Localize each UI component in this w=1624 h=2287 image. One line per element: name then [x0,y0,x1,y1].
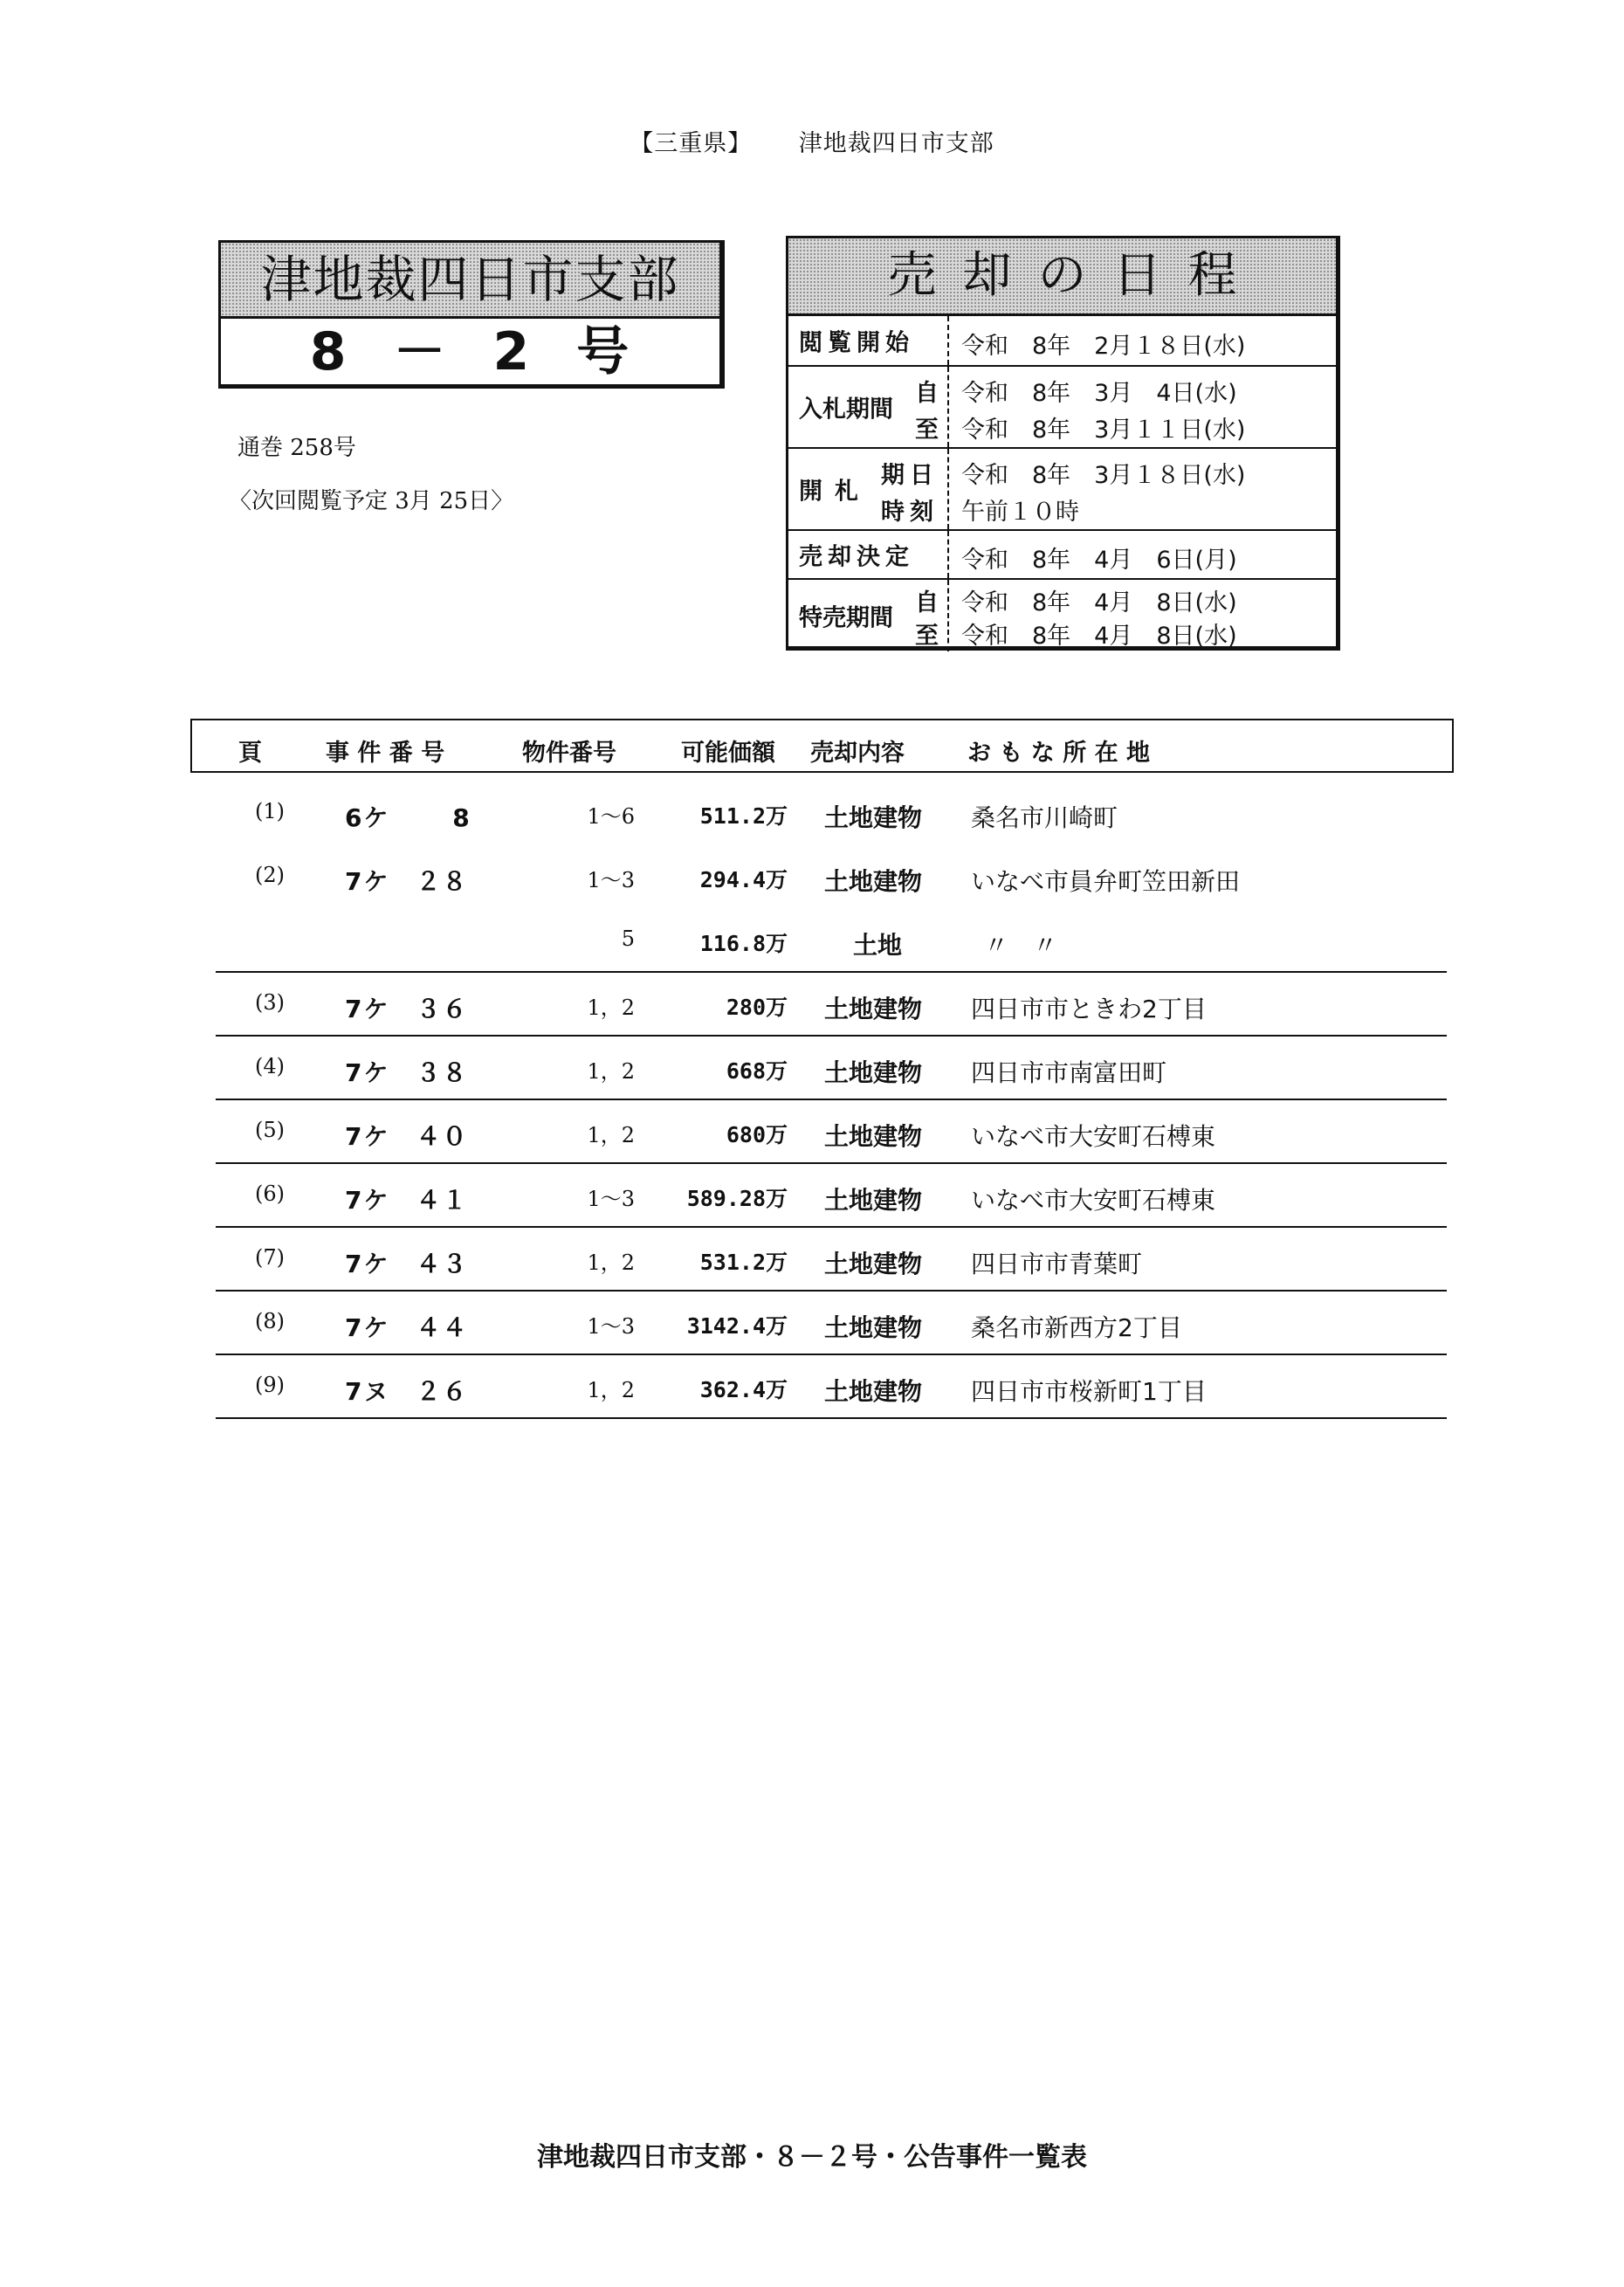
schedule-label: 閲覧開始 [799,329,914,357]
branch-issue-box [218,240,725,389]
page-footer: 津地裁四日市支部・８－２号・公告事件一覧表 [537,2142,1087,2173]
issue-part: 2 [492,321,532,382]
case-row: (3) 7ケ ３６ 1，2 280万 土地建物 四日市市ときわ2丁目 [216,973,1447,1037]
schedule-value: 令和 8年 2月１８日(水) [961,333,1246,360]
header-page: 頁 [238,740,262,767]
case-list-header [190,719,1454,773]
case-row: (9) 7ヌ ２６ 1，2 362.4万 土地建物 四日市市桜新町1丁目 [216,1355,1447,1419]
next-view-note: 〈次回閲覧予定 3月 25日〉 [229,488,514,514]
schedule-value: 令和 8年 3月１８日(水) [961,462,1246,489]
schedule-label: 売却決定 [799,543,914,571]
schedule-row-bid-period [788,367,1336,449]
schedule-row-sale-decision [788,531,1336,580]
case-row: (8) 7ケ ４４ 1〜3 3142.4万 土地建物 桑名市新西方2丁目 [216,1292,1447,1355]
case-row: (7) 7ケ ４３ 1，2 531.2万 土地建物 四日市市青葉町 [216,1228,1447,1292]
schedule-sublabel: 時刻 [881,499,939,526]
page-header [0,124,1624,158]
case-row: (6) 7ケ ４１ 1〜3 589.28万 土地建物 いなべ市大安町石榑東 [216,1164,1447,1228]
schedule-sublabel: 自 [915,380,939,407]
issue-part: 8 [309,321,348,382]
branch-label: 津地裁四日市支部 [798,130,994,157]
case-row: 5 116.8万 土地 〃 〃 [216,909,1447,973]
schedule-value: 令和 8年 3月１１日(水) [961,417,1246,444]
header-sale-content: 売却内容 [810,740,905,767]
header-item-number: 物件番号 [522,740,616,767]
branch-name: 津地裁四日市支部 [221,243,719,319]
volume-note: 通巻 258号 [237,435,356,461]
schedule-row-opening [788,449,1336,531]
schedule-value: 午前１０時 [961,499,1079,526]
issue-number [221,319,719,385]
schedule-value: 令和 8年 3月 4日(水) [961,380,1237,407]
case-row: (5) 7ケ ４０ 1，2 680万 土地建物 いなべ市大安町石榑東 [216,1100,1447,1164]
prefecture-label: 【三重県】 [630,130,753,157]
schedule-label: 入札期間 [799,396,893,424]
schedule-sublabel: 至 [915,417,939,444]
header-case-number: 事 件 番 号 [326,740,445,767]
case-row: (1) 6ケ 8 1〜6 511.2万 土地建物 桑名市川崎町 [255,799,1118,832]
schedule-sublabel: 至 [915,623,939,650]
header-price: 可能価額 [681,740,775,767]
schedule-row-viewing-start [788,316,1336,367]
issue-part: － [393,321,448,382]
schedule-title: 売却の日程 [788,238,1336,316]
schedule-value: 令和 8年 4月 8日(水) [961,623,1237,650]
schedule-label: 特売期間 [799,604,893,632]
header-location: お も な 所 在 地 [967,740,1150,767]
schedule-label: 開札 [799,478,870,506]
schedule-row-special-sale [788,580,1336,651]
issue-part: 号 [576,321,631,382]
schedule-value: 令和 8年 4月 6日(月) [961,547,1237,574]
sale-schedule-box [786,236,1340,651]
schedule-sublabel: 自 [915,589,939,617]
schedule-value: 令和 8年 4月 8日(水) [961,589,1237,617]
case-row: (4) 7ケ ３８ 1，2 668万 土地建物 四日市市南富田町 [216,1037,1447,1100]
schedule-sublabel: 期日 [881,462,939,489]
case-row: (2) 7ケ ２８ 1〜3 294.4万 土地建物 いなべ市員弁町笠田新田 [255,863,1241,896]
